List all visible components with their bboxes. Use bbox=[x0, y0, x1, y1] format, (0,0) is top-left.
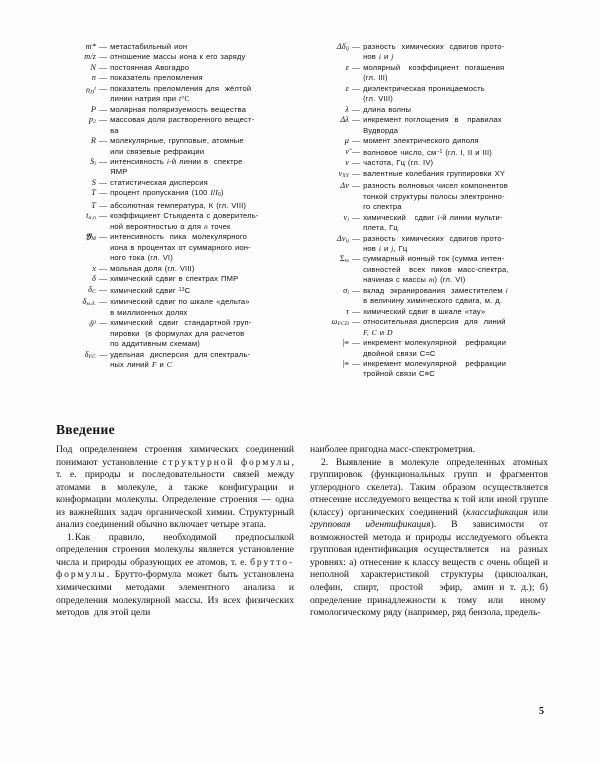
glossary-entry bbox=[56, 63, 295, 73]
glossary-entry bbox=[309, 181, 548, 212]
em-dash: — bbox=[99, 104, 108, 114]
glossary-definition: химический сдвиг стандартной груп- пировки (в формулах для расчетов по аддитивным схемам) bbox=[110, 318, 252, 349]
glossary-symbol: ε bbox=[345, 83, 349, 93]
em-dash: — bbox=[352, 62, 361, 72]
glossary-entry bbox=[56, 318, 295, 349]
em-dash: — bbox=[352, 146, 361, 156]
glossary-symbol: $\omega_{FCD}$ bbox=[331, 317, 349, 328]
glossary-definition: массовая доля растворенного вещест- ва bbox=[110, 115, 255, 135]
glossary-definition: химический сдвиг $^{13}$C bbox=[110, 285, 191, 295]
glossary-entry bbox=[309, 115, 548, 136]
glossary-entry bbox=[309, 147, 548, 159]
glossary-symbol: $\delta_{FC}$ bbox=[84, 349, 96, 360]
em-dash: — bbox=[99, 232, 108, 242]
glossary-symbol: N bbox=[90, 62, 96, 72]
em-dash: — bbox=[352, 285, 361, 295]
glossary-symbol: τ bbox=[345, 306, 349, 316]
glossary-definition: молекулярные, групповые, атомные или связевые рефракции bbox=[110, 136, 244, 156]
glossary-entry bbox=[56, 264, 295, 274]
glossary-symbol: $\delta^0$ bbox=[89, 319, 96, 329]
glossary-symbol: P bbox=[90, 104, 96, 114]
em-dash: — bbox=[99, 318, 108, 328]
body-paragraph: 1. Как правило, необходимой предпосылкой определения строения молекулы является установление числа и природы образующих ее атомов, т. е. брутто-формулы. Брутто-формула может быть установлена химическими методами элементного анализа и определения молекулярной массы. Из всех физических методов для этой цели bbox=[56, 531, 294, 619]
glossary-symbol: $\Delta\nu_{ij}$ bbox=[336, 233, 349, 244]
glossary-left-column bbox=[56, 42, 295, 380]
em-dash: — bbox=[352, 83, 361, 93]
em-dash: — bbox=[99, 349, 108, 359]
em-dash: — bbox=[352, 181, 361, 191]
glossary-entry bbox=[309, 169, 548, 182]
glossary-entry bbox=[309, 338, 548, 359]
glossary-entry bbox=[56, 42, 295, 52]
glossary-symbol: 𝖄$_M$ bbox=[85, 232, 96, 243]
glossary-definition: коэффициент Стьюдента с доверитель- ной вероятностью α для n точек bbox=[110, 211, 259, 231]
em-dash: — bbox=[352, 168, 361, 178]
double-bond-increment-icon: |≡ bbox=[342, 338, 349, 348]
em-dash: — bbox=[99, 156, 108, 166]
glossary-symbol: $\Delta\delta_{ij}$ bbox=[336, 42, 349, 53]
glossary-definition: отношение массы иона к его заряду bbox=[110, 52, 246, 62]
glossary-entry bbox=[309, 307, 548, 317]
glossary-symbol: T bbox=[91, 200, 96, 210]
em-dash: — bbox=[99, 136, 108, 146]
glossary-definition: валентные колебания группировки XY bbox=[363, 168, 506, 178]
body-paragraph: наиболее пригодна масс-спектрометрия. bbox=[310, 444, 475, 455]
glossary-entry bbox=[56, 188, 295, 201]
glossary-definition: волновое число, $см^{-1}$ (гл. I, II и III) bbox=[363, 147, 492, 157]
glossary-definition: метастабильный ион bbox=[110, 42, 188, 51]
em-dash: — bbox=[352, 317, 361, 327]
glossary-entry bbox=[309, 254, 548, 285]
em-dash: — bbox=[352, 136, 361, 146]
glossary-symbol: $\nu_{XY}$ bbox=[338, 168, 349, 179]
glossary-entry bbox=[309, 136, 548, 146]
glossary-entry bbox=[309, 84, 548, 105]
glossary-entry bbox=[56, 350, 295, 371]
glossary-definition: интенсивность пика молекулярного иона в процентах от суммарного ион- ного тока (гл. VI) bbox=[110, 232, 251, 263]
glossary-entry bbox=[56, 285, 295, 298]
glossary-definition: суммарный ионный ток (сумма интен- сивностей всех пиков масс-спектра, начиная с массы m) (гл. VI) bbox=[363, 254, 509, 285]
glossary-definition: относительная дисперсия для линий F, C и D bbox=[363, 317, 506, 337]
glossary-definition: момент электрического диполя bbox=[363, 136, 479, 146]
glossary-entry bbox=[309, 286, 548, 307]
glossary-definition: процент пропускания (100 $I/I_0$) bbox=[110, 188, 224, 199]
glossary-symbol: m/z bbox=[84, 52, 96, 62]
em-dash: — bbox=[352, 115, 361, 125]
glossary-symbol: $S_i$ bbox=[90, 156, 96, 168]
glossary-entry bbox=[56, 297, 295, 318]
glossary-entry bbox=[309, 317, 548, 338]
glossary-entry bbox=[56, 178, 295, 188]
glossary-definition: разность химических сдвигов прото- нов i и j, Гц bbox=[363, 233, 505, 253]
glossary-definition: разность волновых чисел компонентов тонкой структуры полосы электронно- го спектра bbox=[363, 181, 508, 212]
glossary-definition: молярный коэффициент погашения (гл. III) bbox=[363, 62, 505, 83]
body-paragraph: 2. Выявление в молекуле определенных атомных группировок (функциональных групп и фрагментов углеродного скелета). Таким образом осуществляется отнесение исследуемого вещества к той или иной группе (классу) органических соединений (классификация или групповая идентификация). В зависимости от возможностей метода и природы исследуемого объекта групповая идентификация осуществляется на разных уровнях: а) отнесение к классу веществ с очень общей и неполной характеристикой структуры (циклоалкан, олефин, спирт, простой эфир, амин и т. д.); б) определение принадлежности к тому или иному гомологическому ряду (например, ряд бензола, предель- bbox=[310, 456, 548, 619]
glossary-entry bbox=[309, 158, 548, 168]
glossary-symbol: ε bbox=[345, 62, 349, 72]
em-dash: — bbox=[352, 104, 361, 114]
glossary-symbol: R bbox=[90, 136, 96, 146]
em-dash: — bbox=[352, 254, 361, 264]
glossary-entry bbox=[56, 84, 295, 105]
glossary-definition: химический сдвиг в шкале «тау» bbox=[363, 306, 486, 316]
em-dash: — bbox=[99, 42, 108, 51]
page-number: 5 bbox=[539, 706, 544, 717]
em-dash: — bbox=[99, 73, 108, 83]
body-text bbox=[56, 444, 548, 620]
em-dash: — bbox=[99, 62, 108, 72]
glossary-symbol: ν bbox=[345, 158, 349, 168]
glossary-symbol: Δν bbox=[340, 181, 349, 191]
glossary-symbol: $p_2$ bbox=[88, 115, 96, 126]
em-dash: — bbox=[99, 177, 108, 187]
glossary-symbol: x bbox=[92, 263, 96, 273]
glossary-definition: химический сдвиг i-й линии мульти- плета, Гц bbox=[363, 212, 503, 233]
em-dash: — bbox=[99, 284, 108, 294]
glossary-symbol: m* bbox=[85, 42, 96, 51]
glossary-symbol: $t_{\alpha,n}$ bbox=[86, 211, 96, 222]
glossary-definition: молярная поляризуемость вещества bbox=[110, 104, 247, 114]
glossary-symbol: $\sigma_i$ bbox=[343, 285, 349, 297]
glossary-definition: длина волны bbox=[363, 104, 412, 114]
em-dash: — bbox=[352, 338, 361, 348]
em-dash: — bbox=[352, 42, 361, 51]
glossary-entry bbox=[56, 211, 295, 232]
glossary-entry bbox=[56, 73, 295, 83]
glossary-entry bbox=[309, 63, 548, 84]
glossary-entry bbox=[56, 201, 295, 211]
glossary-definition: статистическая дисперсия bbox=[110, 177, 208, 187]
glossary-definition: инкремент молекулярной рефракции двойной связи C=C bbox=[363, 338, 507, 358]
glossary-definition: постоянная Авогадро bbox=[110, 62, 190, 72]
glossary-symbol: μ bbox=[344, 136, 349, 146]
glossary-symbol: δ bbox=[92, 274, 96, 284]
glossary-right-column bbox=[309, 42, 548, 380]
glossary-symbol: λ bbox=[345, 104, 349, 114]
glossary-definition: инкремент молекулярной рефракции тройной связи C≡C bbox=[363, 358, 507, 379]
glossary-symbol: $\nu_i$ bbox=[343, 212, 349, 223]
glossary-entry bbox=[56, 52, 295, 62]
glossary-definition: абсолютная температура, К (гл. VIII) bbox=[110, 200, 247, 210]
em-dash: — bbox=[352, 233, 361, 243]
glossary-definition: интенсивность i-й линии в спектре ЯМР bbox=[110, 156, 243, 177]
em-dash: — bbox=[352, 158, 361, 168]
em-dash: — bbox=[99, 83, 108, 93]
em-dash: — bbox=[99, 115, 108, 125]
glossary-definition: удельная дисперсия для спектраль- ных линий F и C bbox=[110, 349, 251, 369]
glossary-symbol: S bbox=[91, 177, 96, 187]
em-dash: — bbox=[99, 274, 108, 284]
glossary-symbol: $\Sigma_m$ bbox=[339, 254, 349, 265]
glossary-entry bbox=[309, 42, 548, 63]
glossary-entry bbox=[56, 232, 295, 263]
glossary-symbol: $n_D^t$ bbox=[85, 85, 96, 96]
triple-bond-increment-icon: |≡ bbox=[342, 358, 349, 368]
glossary-symbol: ν̃ bbox=[345, 146, 349, 156]
glossary-symbol: n bbox=[91, 73, 96, 83]
glossary-definition: инкремент поглощения в правилах Вудворда bbox=[363, 115, 502, 135]
em-dash: — bbox=[99, 52, 108, 62]
body-right-column bbox=[310, 444, 548, 620]
glossary-entry bbox=[309, 213, 548, 234]
glossary-entry bbox=[56, 274, 295, 284]
glossary-definition: мольная доля (гл. VIII) bbox=[110, 263, 195, 273]
symbol-glossary bbox=[56, 42, 548, 380]
glossary-entry bbox=[56, 115, 295, 136]
em-dash: — bbox=[99, 211, 108, 221]
em-dash: — bbox=[99, 188, 108, 198]
em-dash: — bbox=[352, 306, 361, 316]
em-dash: — bbox=[352, 212, 361, 222]
glossary-symbol: $\delta_C$ bbox=[88, 284, 96, 295]
body-left-column bbox=[56, 444, 294, 620]
glossary-entry bbox=[56, 157, 295, 178]
glossary-definition: показатель преломления bbox=[110, 73, 203, 83]
glossary-symbol: Δλ bbox=[340, 115, 349, 125]
glossary-entry bbox=[56, 105, 295, 115]
glossary-entry bbox=[309, 105, 548, 115]
glossary-definition: вклад экранирования заместителем i в величину химического сдвига, м. д. bbox=[363, 285, 508, 306]
glossary-entry bbox=[56, 136, 295, 157]
section-heading: Введение bbox=[56, 422, 115, 438]
em-dash: — bbox=[99, 263, 108, 273]
em-dash: — bbox=[99, 297, 108, 307]
glossary-symbol: T bbox=[91, 188, 96, 198]
glossary-entry bbox=[309, 359, 548, 380]
glossary-definition: разность химических сдвигов прото- нов i и j bbox=[363, 42, 505, 62]
glossary-definition: частота, Гц (гл. IV) bbox=[363, 158, 434, 168]
body-paragraph: Под определением строения химических соединений понимают установление структурной формулы, т. е. природы и последовательности связей между атомами в молекуле, а также конфигурации и конформации молекулы. Определение строения — одна из важнейших задач органической химии. Структурный анализ соединений обычно включает четыре этапа. bbox=[56, 444, 294, 531]
glossary-definition: диэлектрическая проницаемость (гл. VIII) bbox=[363, 83, 485, 104]
glossary-definition: показатель преломления для жёлтой линии натрия при t°C bbox=[110, 83, 252, 104]
glossary-definition: химический сдвиг в спектрах ПМР bbox=[110, 274, 239, 284]
glossary-symbol: $\delta_{м.д.}$ bbox=[82, 297, 96, 308]
glossary-definition: химический сдвиг по шкале «дельта» в миллионных долях bbox=[110, 297, 250, 317]
em-dash: — bbox=[99, 200, 108, 210]
glossary-entry bbox=[309, 234, 548, 255]
em-dash: — bbox=[352, 358, 361, 368]
